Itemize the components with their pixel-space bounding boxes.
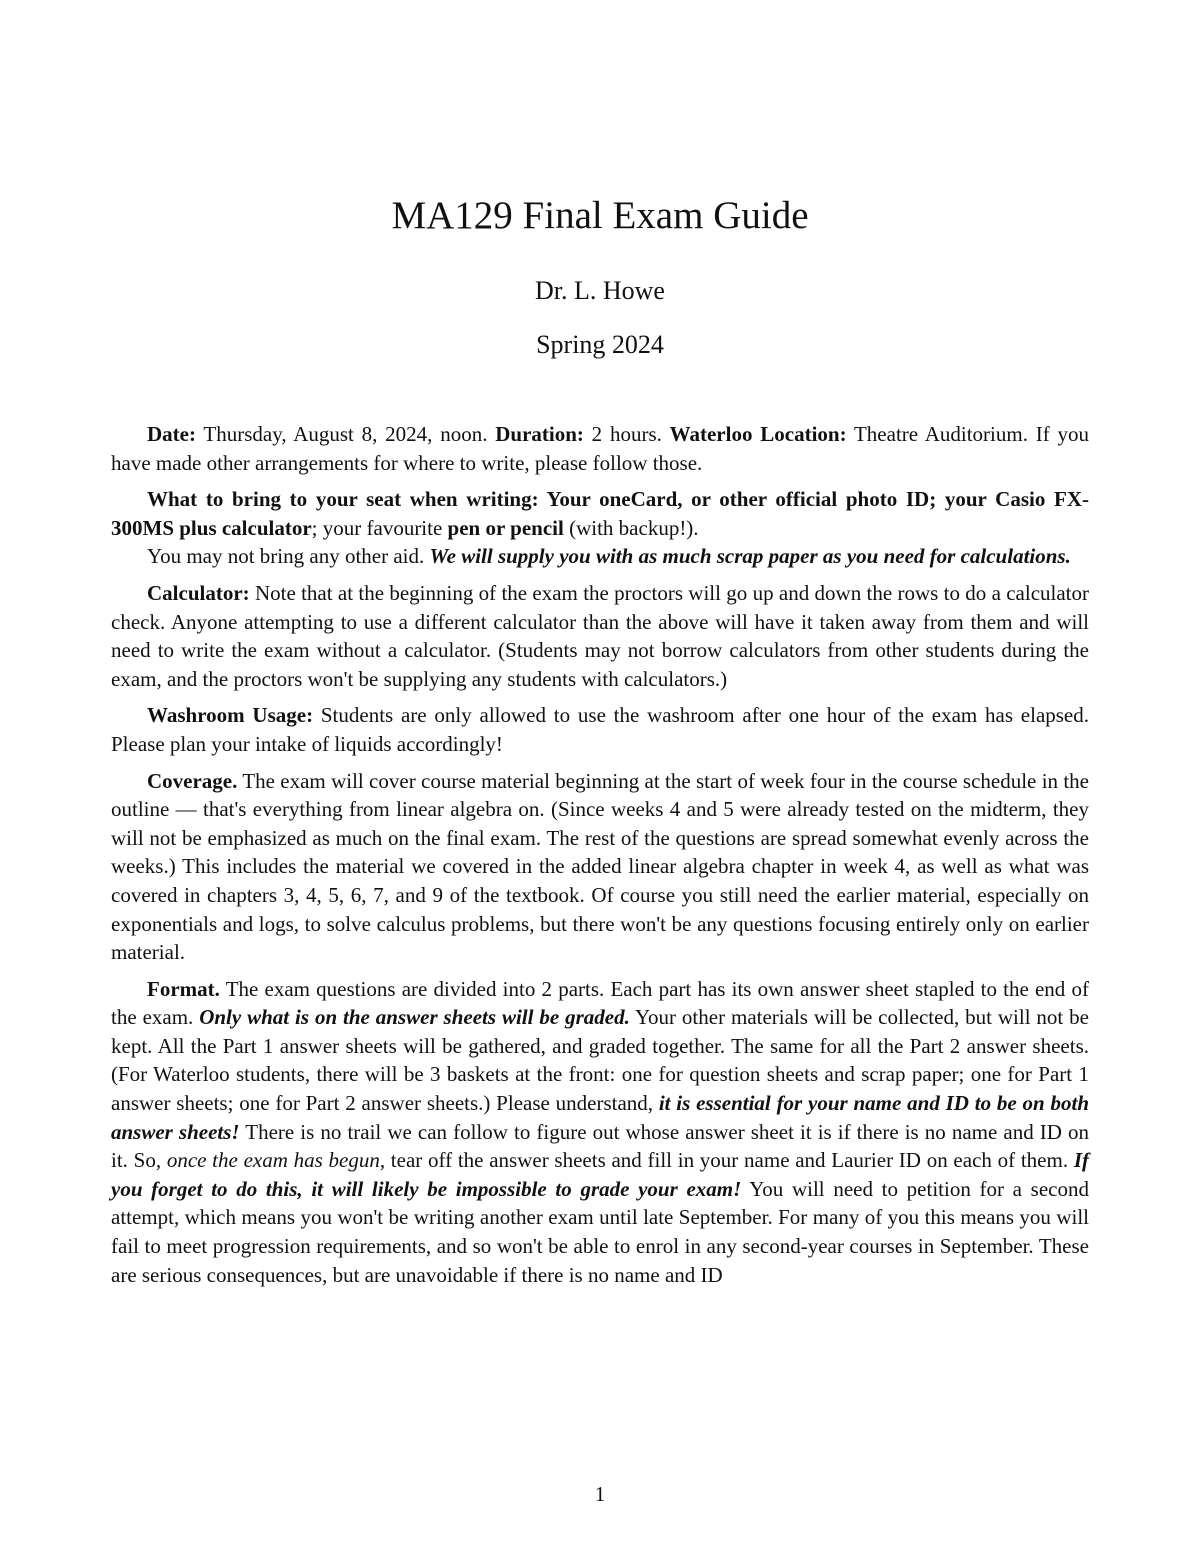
duration-value: 2 hours. bbox=[583, 422, 670, 446]
logistics-paragraph bbox=[111, 420, 1089, 477]
format-text-1: The exam questions are divided into 2 parts. Each part has its own answer sheet stapled to the end of the exam. bbox=[111, 976, 1089, 1030]
duration-label: Duration: bbox=[495, 422, 584, 446]
bring-pen: pen or pencil bbox=[447, 515, 564, 540]
format-emphasis-3: If you forget to do this, it will likely be impossible to grade your exam! bbox=[111, 1148, 1089, 1201]
format-text-3: There is no trail we can follow to figure out whose answer sheet it is if there is no name and ID on it. So, bbox=[111, 1119, 1089, 1173]
format-label: Format. bbox=[147, 976, 220, 1001]
coverage-paragraph bbox=[111, 767, 1089, 967]
bring-label: What to bring to your seat when writing: Your oneCard, or other official photo ID; your Casio FX-300MS plus calculator bbox=[111, 487, 1089, 540]
format-italic-1: once the exam has begun bbox=[166, 1148, 380, 1173]
washroom-text: Students are only allowed to use the washroom after one hour of the exam has elapsed. Please plan your intake of liquids accordingly! bbox=[111, 703, 1090, 756]
format-text-4: , tear off the answer sheets and fill in your name and Laurier ID on each of them. bbox=[379, 1148, 1074, 1173]
coverage-label: Coverage. bbox=[147, 768, 238, 793]
location-label: Waterloo Location: bbox=[669, 422, 847, 446]
coverage-text: The exam will cover course material beginning at the start of week four in the course schedule in the outline — that's everything from linear algebra on. (Since weeks 4 and 5 were already tested on the midterm, they will not be emphasized as much on the final exam. The rest of the questions are spread somewhat evenly across the weeks.) This includes the material we covered in the added linear algebra chapter in week 4, as well as what was covered in chapters 3, 4, 5, 6, 7, and 9 of the textbook. Of course you still need the earlier material, especially on exponentials and logs, to solve calculus problems, but there won't be any questions focusing entirely only on earlier material. bbox=[111, 768, 1089, 965]
calculator-text: Note that at the beginning of the exam the proctors will go up and down the rows to do a calculator check. Anyone attempting to use a different calculator than the above will have it taken away from them and will need to write the exam without a calculator. (Students may not borrow calculators from other students during the exam, and the proctors won't be supplying any students with calculators.) bbox=[111, 580, 1089, 691]
bring-paragraph bbox=[111, 485, 1089, 542]
aids-emphasis: We will supply you with as much scrap paper as you need for calculations. bbox=[429, 544, 1071, 569]
bring-text-1: ; your favourite bbox=[311, 515, 448, 540]
date-value: Thursday, August 8, 2024, noon. bbox=[195, 422, 496, 446]
location-value: Theatre Auditorium. If you have made other arrangements for where to write, please follow those. bbox=[111, 422, 1089, 475]
format-emphasis-1: Only what is on the answer sheets will be graded. bbox=[199, 1005, 630, 1030]
document-author: Dr. L. Howe bbox=[535, 276, 665, 305]
bring-text-2: (with backup!). bbox=[563, 515, 699, 540]
format-text-2: Your other materials will be collected, but will not be kept. All the Part 1 answer sheets will be gathered, and graded together. The same for all the Part 2 answer sheets. (For Waterloo students, there will be 3 baskets at the front: one for question sheets and scrap paper; one for Part 1 answer sheets; one for Part 2 answer sheets.) Please understand, bbox=[111, 1005, 1089, 1116]
format-emphasis-2: it is essential for your name and ID to be on both answer sheets! bbox=[111, 1091, 1089, 1144]
aids-paragraph bbox=[111, 542, 1089, 571]
document-title: MA129 Final Exam Guide bbox=[391, 194, 809, 237]
washroom-label: Washroom Usage: bbox=[147, 703, 314, 728]
document-body bbox=[111, 420, 1089, 1297]
date-label: Date: bbox=[147, 422, 196, 446]
page-number: 1 bbox=[594, 1482, 606, 1506]
format-text-5: You will need to petition for a second attempt, which means you won't be writing another exam until late September. For many of you this means you will fail to meet progression requirements, and so won't be able to enrol in any second-year courses in September. These are serious consequences, but are unavoidable if there is no name and ID bbox=[111, 1176, 1089, 1287]
calculator-label: Calculator: bbox=[147, 580, 250, 605]
calculator-paragraph bbox=[111, 579, 1089, 693]
aids-text: You may not bring any other aid. bbox=[147, 544, 430, 569]
format-paragraph bbox=[111, 975, 1089, 1290]
document-term: Spring 2024 bbox=[536, 330, 664, 359]
washroom-paragraph bbox=[111, 701, 1089, 758]
